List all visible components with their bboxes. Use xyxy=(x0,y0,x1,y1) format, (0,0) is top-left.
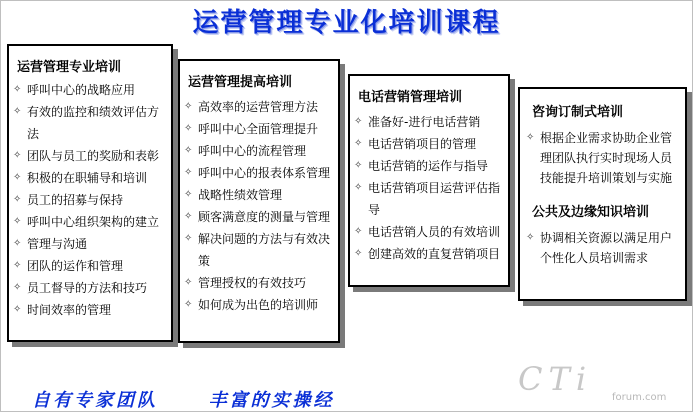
item-list xyxy=(180,96,338,316)
bullet-icon: ✧ xyxy=(13,150,22,161)
list-item xyxy=(526,228,679,268)
list-item-text: 电话营销项目运营评估指导 xyxy=(368,181,501,217)
item-list xyxy=(9,79,171,321)
page-title: 运营管理专业化培训课程 xyxy=(192,8,501,38)
list-item xyxy=(13,145,167,167)
list-item xyxy=(184,96,334,118)
list-item-text: 协调相关资源以满足用户个性化人员培训需求 xyxy=(540,231,673,265)
bullet-icon: ✧ xyxy=(184,189,193,200)
bullet-icon: ✧ xyxy=(184,145,193,156)
list-item-text: 解决问题的方法与有效决策 xyxy=(198,232,331,268)
list-item xyxy=(13,101,167,145)
list-item xyxy=(13,189,167,211)
list-item-text: 管理与沟通 xyxy=(27,237,88,251)
bullet-icon: ✧ xyxy=(184,233,193,244)
list-item-text: 管理授权的有效技巧 xyxy=(198,276,307,290)
list-item-text: 准备好-进行电话营销 xyxy=(368,115,481,129)
list-item xyxy=(184,118,334,140)
list-item xyxy=(13,277,167,299)
card-title: 运营管理提高培训 xyxy=(188,75,293,90)
list-item-text: 呼叫中心的报表体系管理 xyxy=(198,166,331,180)
footer-right: 丰富的实操经 xyxy=(208,390,335,411)
list-item xyxy=(184,140,334,162)
list-item-text: 团队的运作和管理 xyxy=(27,259,124,273)
list-item-text: 有效的监控和绩效评估方法 xyxy=(27,105,160,141)
bullet-icon: ✧ xyxy=(354,226,363,237)
bullet-icon: ✧ xyxy=(13,282,22,293)
list-item-text: 顾客满意度的测量与管理 xyxy=(198,210,331,224)
bullet-icon: ✧ xyxy=(13,216,22,227)
footer-slogan xyxy=(32,386,335,412)
list-item xyxy=(354,111,504,133)
list-item xyxy=(184,206,334,228)
bullet-icon: ✧ xyxy=(354,138,363,149)
list-item xyxy=(354,133,504,155)
card-operations-professional xyxy=(7,44,173,342)
bullet-icon: ✧ xyxy=(13,172,22,183)
list-item xyxy=(184,228,334,272)
bullet-icon: ✧ xyxy=(526,232,535,243)
item-list-secondary xyxy=(520,228,685,268)
list-item-text: 战略性绩效管理 xyxy=(198,188,283,202)
list-item-text: 员工督导的方法和技巧 xyxy=(27,281,148,295)
watermark-logo: CTi xyxy=(518,360,593,398)
list-item-text: 呼叫中心的战略应用 xyxy=(27,83,136,97)
list-item xyxy=(13,79,167,101)
bullet-icon: ✧ xyxy=(184,123,193,134)
list-item-text: 电话营销项目的管理 xyxy=(368,137,477,151)
bullet-icon: ✧ xyxy=(13,304,22,315)
list-item-text: 呼叫中心的流程管理 xyxy=(198,144,307,158)
footer-left: 自有专家团队 xyxy=(32,390,158,411)
card-title: 电话营销管理培训 xyxy=(358,90,463,105)
list-item-text: 创建高效的直复营销项目 xyxy=(368,247,501,261)
list-item-text: 团队与员工的奖励和表彰 xyxy=(27,149,160,163)
list-item-text: 时间效率的管理 xyxy=(27,303,112,317)
bullet-icon: ✧ xyxy=(13,84,22,95)
bullet-icon: ✧ xyxy=(184,299,193,310)
list-item xyxy=(13,167,167,189)
card-title: 运营管理专业培训 xyxy=(17,60,122,75)
bullet-icon: ✧ xyxy=(354,182,363,193)
list-item xyxy=(13,211,167,233)
bullet-icon: ✧ xyxy=(354,116,363,127)
bullet-icon: ✧ xyxy=(354,248,363,259)
list-item xyxy=(13,299,167,321)
card-subtitle: 公共及边缘知识培训 xyxy=(532,205,650,220)
card-operations-advanced xyxy=(178,59,340,343)
watermark-site: forum.com xyxy=(612,392,667,403)
bullet-icon: ✧ xyxy=(13,238,22,249)
item-list xyxy=(350,111,508,265)
list-item-text: 如何成为出色的培训师 xyxy=(198,298,319,312)
list-item xyxy=(184,272,334,294)
bullet-icon: ✧ xyxy=(13,260,22,271)
bullet-icon: ✧ xyxy=(184,277,193,288)
bullet-icon: ✧ xyxy=(184,101,193,112)
list-item xyxy=(354,177,504,221)
card-title: 咨询订制式培训 xyxy=(532,105,624,120)
card-telemarketing-management xyxy=(348,74,510,287)
list-item-text: 根据企业需求协助企业管理团队执行实时现场人员技能提升培训策划与实施 xyxy=(540,131,673,185)
list-item xyxy=(184,294,334,316)
list-item xyxy=(526,128,679,188)
list-item xyxy=(13,233,167,255)
list-item-text: 电话营销的运作与指导 xyxy=(368,159,489,173)
bullet-icon: ✧ xyxy=(354,160,363,171)
list-item-text: 员工的招募与保持 xyxy=(27,193,124,207)
bullet-icon: ✧ xyxy=(526,132,535,143)
list-item xyxy=(184,162,334,184)
item-list xyxy=(520,128,685,188)
card-consulting-custom xyxy=(518,87,687,301)
list-item-text: 积极的在职辅导和培训 xyxy=(27,171,148,185)
list-item xyxy=(354,155,504,177)
list-item xyxy=(184,184,334,206)
bullet-icon: ✧ xyxy=(184,211,193,222)
list-item-text: 呼叫中心全面管理提升 xyxy=(198,122,319,136)
bullet-icon: ✧ xyxy=(184,167,193,178)
list-item xyxy=(354,243,504,265)
bullet-icon: ✧ xyxy=(13,106,22,117)
list-item xyxy=(13,255,167,277)
bullet-icon: ✧ xyxy=(13,194,22,205)
list-item-text: 呼叫中心组织架构的建立 xyxy=(27,215,160,229)
list-item-text: 高效率的运营管理方法 xyxy=(198,100,319,114)
list-item-text: 电话营销人员的有效培训 xyxy=(368,225,501,239)
list-item xyxy=(354,221,504,243)
